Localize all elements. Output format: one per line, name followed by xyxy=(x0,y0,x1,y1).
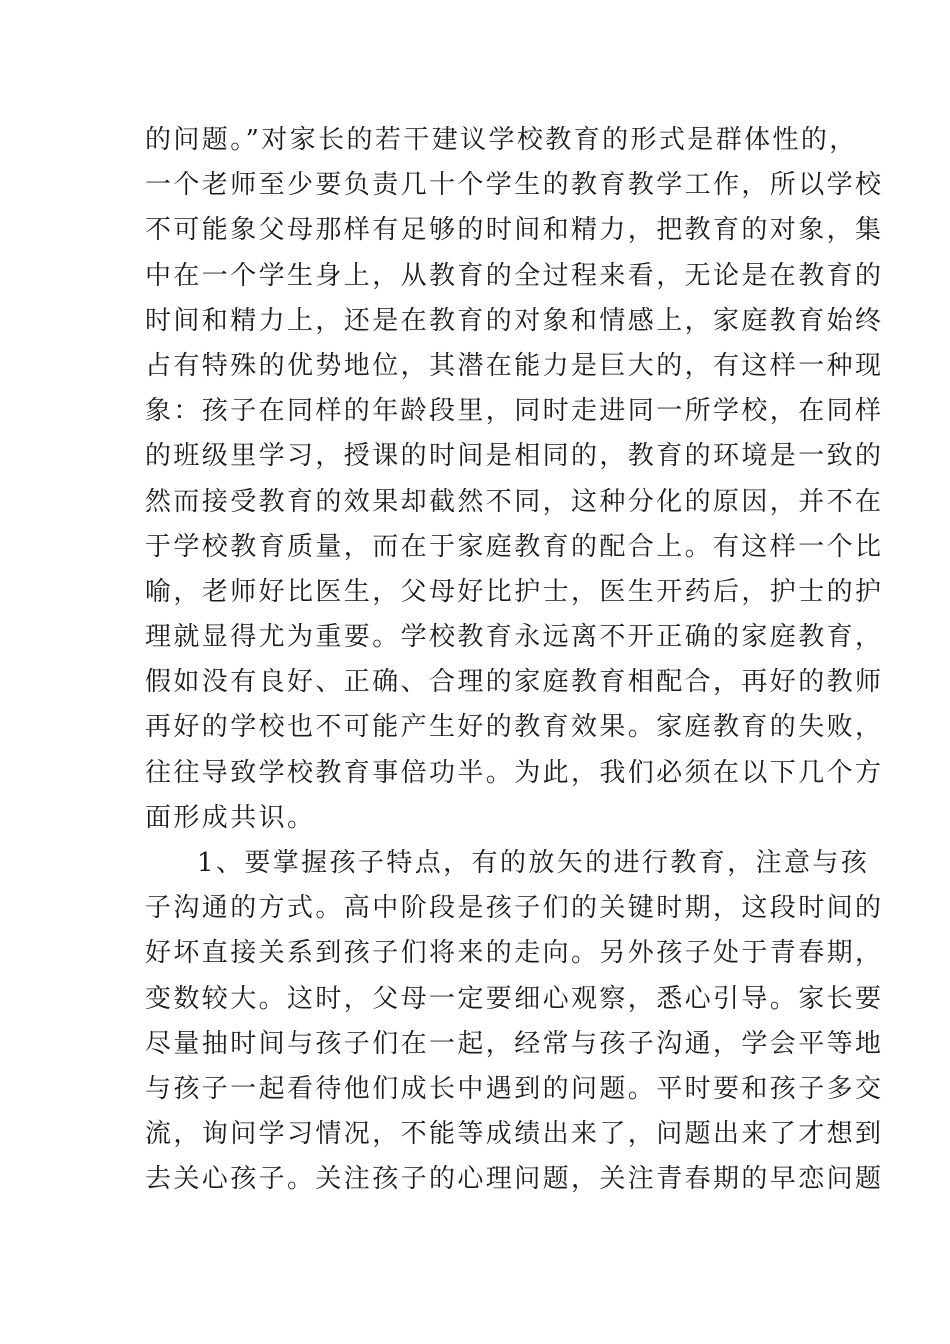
text-line: 喻，老师好比医生，父母好比护士，医生开药后，护士的护 xyxy=(145,576,884,607)
text-line: 变数较大。这时，父母一定要细心观察，悉心引导。家长要 xyxy=(145,983,884,1014)
text-line: 流，询问学习情况，不能等成绩出来了，问题出来了才想到 xyxy=(145,1119,884,1150)
paragraph-start-line: 1、要掌握孩子特点，有的放矢的进行教育，注意与孩 xyxy=(197,848,870,878)
text-line: 中在一个学生身上，从教育的全过程来看，无论是在教育的 xyxy=(145,260,884,291)
text-line: 时间和精力上，还是在教育的对象和情感上，家庭教育始终 xyxy=(145,305,884,336)
text-line: 面形成共识。 xyxy=(145,802,316,833)
text-line: 尽量抽时间与孩子们在一起，经常与孩子沟通，学会平等地 xyxy=(145,1028,884,1059)
text-line: 一个老师至少要负责几十个学生的教育教学工作，所以学校 xyxy=(145,170,884,201)
text-line: 去关心孩子。关注孩子的心理问题，关注青春期的早恋问题 xyxy=(145,1164,884,1195)
text-line: 的问题。”对家长的若干建议学校教育的形式是群体性的， xyxy=(145,125,858,155)
text-line: 于学校教育质量，而在于家庭教育的配合上。有这样一个比 xyxy=(145,531,884,562)
text-line: 再好的学校也不可能产生好的教育效果。家庭教育的失败， xyxy=(145,712,884,743)
text-line: 象：孩子在同样的年龄段里，同时走进同一所学校，在同样 xyxy=(145,396,884,427)
text-line: 占有特殊的优势地位，其潜在能力是巨大的，有这样一种现 xyxy=(145,350,884,381)
text-line: 然而接受教育的效果却截然不同，这种分化的原因，并不在 xyxy=(145,486,884,517)
text-line: 与孩子一起看待他们成长中遇到的问题。平时要和孩子多交 xyxy=(145,1073,884,1104)
text-line: 往往导致学校教育事倍功半。为此，我们必须在以下几个方 xyxy=(145,757,884,788)
text-line: 的班级里学习，授课的时间是相同的，教育的环境是一致的 xyxy=(145,441,884,472)
text-line: 好坏直接关系到孩子们将来的走向。另外孩子处于青春期， xyxy=(145,938,884,969)
text-line: 假如没有良好、正确、合理的家庭教育相配合，再好的教师 xyxy=(145,667,884,698)
body-text xyxy=(145,118,884,1203)
text-line: 理就显得尤为重要。学校教育永远离不开正确的家庭教育， xyxy=(145,622,884,653)
text-line: 不可能象父母那样有足够的时间和精力，把教育的对象，集 xyxy=(145,215,884,246)
text-line: 子沟通的方式。高中阶段是孩子们的关键时期，这段时间的 xyxy=(145,893,884,924)
